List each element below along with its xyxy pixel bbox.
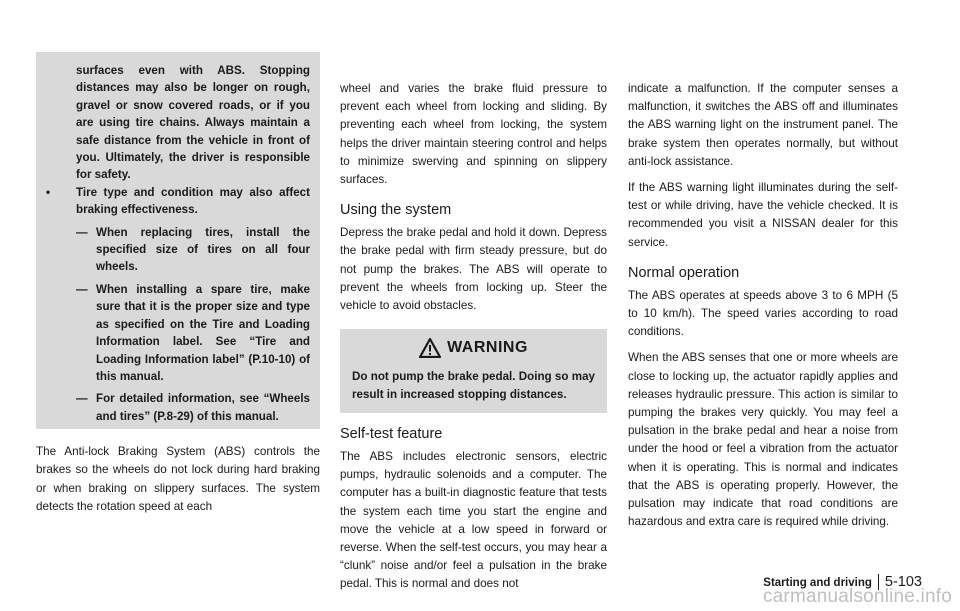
heading-using-the-system: Using the system — [340, 202, 452, 219]
abs-intro-continued-paragraph: wheel and varies the brake fluid pressure to prevent each wheel from locking and sliding. By preventing each wheel from locking, the system helps the driver maintain steering control and helps to minimize swerving and spinning on slippery surfaces. — [340, 82, 607, 187]
cross-reference-link[interactable]: “Wheels and tires” — [96, 392, 310, 423]
warning-text: Do not pump the brake pedal. Doing so may result in increased stopping distances. — [352, 370, 595, 401]
caution-continuation-box — [36, 52, 320, 429]
footer-section-title: Starting and driving — [763, 577, 872, 589]
caution-bullet-text: Tire type and condition may also affect braking effectiveness. — [76, 185, 310, 217]
caution-sub-item-3-tail: of this manual. — [196, 409, 279, 423]
self-test-paragraph: The ABS includes electronic sensors, electric pumps, hydraulic solenoids and a computer. The computer has a built-in diagnostic feature that tests the system each time you start the engine and move the vehicle at a low speed in forward or reverse. When the self-test occurs, you may hear a “clunk” noise and/or feel a pulsation in the brake pedal. This is normal and does not — [340, 450, 607, 591]
warning-light-paragraph: If the ABS warning light illuminates during the self-test or while driving, have the vehicle checked. It is recommended you visit a NISSAN dealer for this service. — [628, 181, 898, 249]
dash-marker: — — [76, 282, 88, 296]
page-number: 5-103 — [884, 574, 922, 590]
heading-self-test-feature: Self-test feature — [340, 426, 443, 443]
caution-continuation-text: surfaces even with ABS. Stopping distances may also be longer on rough, gravel or snow covered roads, or if you are using tire chains. Always maintain a safe distance from the vehicle in front of you. Ultimately, the driver is responsible for safety. — [76, 64, 310, 182]
column-right — [628, 0, 898, 539]
using-system-paragraph: Depress the brake pedal and hold it down. Depress the brake pedal with firm steady pressure, but do not pump the brakes. The ABS will operate to prevent the wheels from locking up. Steer the vehicle to avoid obstacles. — [340, 226, 607, 313]
watermark: carmanualsonline.info — [762, 586, 952, 607]
dash-marker: — — [76, 225, 88, 239]
column-middle — [340, 0, 607, 602]
caution-sub-item-1-text: When replacing tires, install the specified size of tires on all four wheels. — [96, 225, 310, 274]
caution-sub-item-2-tail: of this manual. — [96, 352, 311, 383]
column-left — [36, 0, 320, 524]
caution-sub-item-2-text: When installing a spare tire, make sure that it is the proper size and type as specified on the Tire and Loading Information label. See — [96, 282, 310, 349]
warning-triangle-icon — [419, 338, 441, 358]
warning-box — [340, 329, 607, 413]
warning-header — [352, 338, 595, 358]
abs-intro-paragraph: The Anti-lock Braking System (ABS) controls the brakes so the wheels do not lock during hard braking or when braking on slippery surfaces. The system detects the rotation speed at each — [36, 445, 320, 513]
caution-sub-item-3 — [46, 390, 310, 425]
page-reference: (P.8-29) — [150, 409, 197, 423]
page-reference: (P.10-10) — [244, 352, 300, 366]
normal-operation-paragraph-1: The ABS operates at speeds above 3 to 6 MPH (5 to 10 km/h). The speed varies according to road conditions. — [628, 288, 898, 339]
caution-sub-item-2 — [46, 281, 310, 385]
dash-marker: — — [76, 392, 88, 406]
warning-title: WARNING — [447, 339, 528, 357]
malfunction-paragraph: indicate a malfunction. If the computer senses a malfunction, it switches the ABS off and illuminates the ABS warning light on the instrument panel. The brake system then operates normally, but without anti-lock assistance. — [628, 82, 898, 168]
caution-sub-item-3-text: For detailed information, see — [96, 392, 264, 406]
heading-normal-operation: Normal operation — [628, 264, 740, 281]
normal-operation-paragraph-2: When the ABS senses that one or more wheels are close to locking up, the actuator rapidly applies and releases hydraulic pressure. This action is similar to pumping the brakes very quickly. You may feel a pulsation in the brake pedal and hear a noise from under the hood or feel a vibration from the actuator when it is operating. This is normal and indicates that the ABS is operating properly. However, the pulsation may indicate that road conditions are hazardous and extra care is required while driving. — [628, 351, 898, 529]
caution-sub-item-1 — [46, 224, 310, 276]
cross-reference-link[interactable]: “Tire and Loading Information label” — [96, 335, 310, 366]
caution-bullet — [46, 184, 310, 219]
bullet-marker: • — [46, 185, 51, 199]
